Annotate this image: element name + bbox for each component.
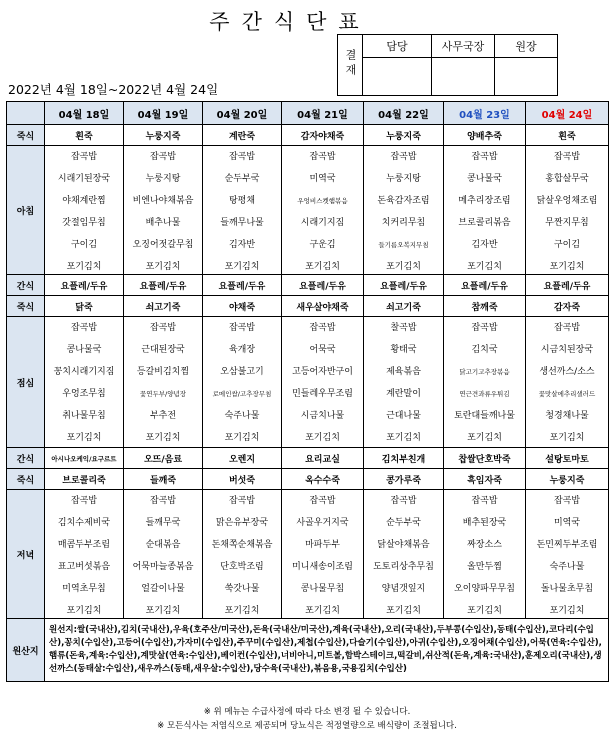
menu-item: 포기김치 — [305, 262, 340, 272]
porridge_noon-item: 감자죽 — [526, 296, 609, 317]
day-header-sunday: 04월 24일 — [526, 102, 609, 125]
menu-item: 잡곡밥 — [471, 323, 498, 333]
porridge_noon-item: 야채죽 — [203, 296, 282, 317]
porridge_pm-item: 버섯죽 — [203, 469, 282, 490]
menu-item: 들깨무국 — [145, 518, 181, 528]
menu-item: 김자반 — [228, 240, 256, 250]
snack_am-item: 요플레/두유 — [444, 275, 526, 296]
menu-item: 얼갈이나물 — [141, 584, 185, 594]
porridge_am-item: 흰죽 — [526, 125, 609, 146]
snack_pm-item: 아시나오케익/요구르트 — [45, 448, 124, 469]
approval-label: 결재 — [338, 35, 363, 96]
approval-role: 사무국장 — [432, 35, 495, 58]
menu-item: 브로콜리볶음 — [458, 218, 511, 228]
menu-period: 2022년 4월 18일~2022년 4월 24일 — [8, 82, 219, 97]
note-line: ※ 모든식사는 저염식으로 제공되며 당뇨식은 적정열량으로 배식량이 조절됩니다. — [157, 721, 457, 731]
snack_am-item: 요플레/두유 — [364, 275, 444, 296]
snack-pm-row — [7, 448, 609, 469]
menu-item: 야채계란찜 — [62, 196, 106, 206]
menu-item: 잡곡밥 — [70, 152, 98, 162]
snack_am-item: 요플레/두유 — [526, 275, 609, 296]
menu-item: 청경채나물 — [545, 411, 589, 421]
menu-item: 우엉비스켓햄볶음 — [297, 197, 348, 205]
menu-item: 잡곡밥 — [228, 496, 256, 506]
menu-item: 등갈비김치찜 — [136, 367, 190, 377]
porridge_pm-item: 들깨죽 — [124, 469, 203, 490]
menu-item: 콩나물국 — [467, 174, 502, 184]
menu-item: 잡곡밥 — [309, 323, 336, 333]
menu-item: 고등어자반구이 — [292, 367, 353, 377]
breakfast-day-cell — [526, 146, 609, 275]
menu-item: 포기김치 — [386, 262, 421, 272]
day-header: 04월 18일 — [45, 102, 124, 125]
menu-item: 짜장소스 — [467, 540, 502, 550]
menu-item: 시금치나물 — [300, 411, 345, 421]
lunch-day-cell — [444, 317, 526, 448]
menu-item: 쑥갓나물 — [224, 584, 260, 594]
menu-item: 비엔나야채볶음 — [132, 196, 194, 206]
snack_am-item: 요플레/두유 — [124, 275, 203, 296]
porridge_noon-item: 쇠고기죽 — [364, 296, 444, 317]
menu-item: 순두부국 — [224, 174, 260, 184]
menu-item: 구운김 — [309, 240, 336, 250]
menu-item: 잡곡밥 — [228, 323, 256, 333]
snack_pm-item: 찹쌀단호박죽 — [444, 448, 526, 469]
menu-item: 포기김치 — [386, 606, 421, 616]
footer-notes — [6, 705, 608, 733]
menu-item: 잡곡밥 — [149, 152, 177, 162]
approval-role: 원장 — [495, 35, 558, 58]
menu-item: 포기김치 — [145, 262, 181, 272]
dinner-row — [7, 490, 609, 619]
menu-item: 잡곡밥 — [228, 152, 256, 162]
menu-item: 시래기지짐 — [300, 218, 345, 228]
menu-item: 맑은유부장국 — [215, 518, 269, 528]
menu-item: 잡곡밥 — [553, 496, 581, 506]
porridge_pm-item: 콩가루죽 — [364, 469, 444, 490]
dinner-day-cell — [526, 490, 609, 619]
meal-label-lunch: 점심 — [7, 317, 45, 448]
menu-item: 올만두찜 — [467, 562, 502, 572]
menu-item: 순대볶음 — [145, 540, 181, 550]
porridge_am-item: 누룽지죽 — [364, 125, 444, 146]
breakfast-day-cell — [124, 146, 203, 275]
menu-item: 우엉조무침 — [62, 389, 106, 399]
dinner-day-cell — [124, 490, 203, 619]
snack_pm-item: 오뜨/음료 — [124, 448, 203, 469]
snack_pm-item: 설탕토마토 — [526, 448, 609, 469]
menu-item: 숙주나물 — [549, 562, 585, 572]
menu-item: 돈채쪽순채볶음 — [211, 540, 273, 550]
menu-item: 꽃연두부/양념장 — [139, 390, 187, 398]
menu-item: 찰곡밥 — [390, 323, 417, 333]
signature-box[interactable] — [363, 58, 432, 96]
menu-item: 생선까스/소스 — [539, 367, 595, 377]
breakfast-day-cell — [364, 146, 444, 275]
lunch-row — [7, 317, 609, 448]
signature-box[interactable] — [495, 58, 558, 96]
menu-item: 무짠지무침 — [545, 218, 589, 228]
menu-item: 꽁치시래기지짐 — [53, 367, 115, 377]
menu-item: 잡곡밥 — [149, 323, 177, 333]
menu-item: 김치수제비국 — [57, 518, 111, 528]
meal-label-porridge_pm: 죽식 — [7, 469, 45, 490]
menu-item: 포기김치 — [305, 606, 340, 616]
meal-label-origin: 원산지 — [7, 619, 45, 682]
menu-item: 숙주나물 — [224, 411, 260, 421]
menu-item: 포기김치 — [66, 606, 102, 616]
menu-item: 포기김치 — [305, 433, 340, 443]
menu-item: 꽃맛살에추리샐러드 — [538, 390, 596, 398]
menu-item: 오징어젓갈무침 — [132, 240, 194, 250]
menu-item: 육개장 — [228, 345, 256, 355]
note-line: ※ 위 메뉴는 수급사정에 따라 다소 변경 될 수 있습니다. — [203, 707, 411, 717]
meal-label-dinner: 저녁 — [7, 490, 45, 619]
menu-item: 김자반 — [471, 240, 498, 250]
menu-item: 닭살야채볶음 — [377, 540, 430, 550]
dinner-day-cell — [444, 490, 526, 619]
origin-row — [7, 619, 609, 682]
menu-item: 사골우거지국 — [296, 518, 349, 528]
porridge-noon-row — [7, 296, 609, 317]
menu-item: 시래기된장국 — [57, 174, 111, 184]
breakfast-day-cell — [282, 146, 364, 275]
menu-item: 토란대들깨나물 — [454, 411, 515, 421]
porridge_noon-item: 쇠고기죽 — [124, 296, 203, 317]
lunch-day-cell — [526, 317, 609, 448]
menu-item: 잡곡밥 — [390, 152, 417, 162]
lunch-day-cell — [364, 317, 444, 448]
menu-item: 돈육감자조림 — [377, 196, 430, 206]
menu-item: 메추리장조림 — [458, 196, 511, 206]
menu-item: 포기김치 — [66, 433, 102, 443]
porridge_pm-item: 브로콜리죽 — [45, 469, 124, 490]
porridge_am-item: 양배추죽 — [444, 125, 526, 146]
menu-item: 잡곡밥 — [70, 323, 98, 333]
menu-item: 포기김치 — [224, 606, 260, 616]
meal-label-porridge_am: 죽식 — [7, 125, 45, 146]
snack_pm-item: 요리교실 — [282, 448, 364, 469]
menu-item: 연근견과류우튀김 — [459, 390, 510, 398]
meal-label-snack_am: 간식 — [7, 275, 45, 296]
day-header-saturday: 04월 23일 — [444, 102, 526, 125]
menu-item: 탕평채 — [228, 196, 256, 206]
snack_pm-item: 김치부친개 — [364, 448, 444, 469]
menu-item: 오이양파무무침 — [454, 584, 515, 594]
meal-label-porridge_noon: 죽식 — [7, 296, 45, 317]
lunch-day-cell — [282, 317, 364, 448]
menu-item: 미역국 — [553, 518, 581, 528]
meal-label-snack_pm: 간식 — [7, 448, 45, 469]
menu-item: 순두부국 — [386, 518, 421, 528]
breakfast-day-cell — [45, 146, 124, 275]
dinner-day-cell — [282, 490, 364, 619]
menu-item: 계란말이 — [386, 389, 421, 399]
snack_pm-item: 오렌지 — [203, 448, 282, 469]
page-title: 주간식단표 — [209, 10, 371, 34]
menu-item: 잡곡밥 — [70, 496, 98, 506]
day-header: 04월 22일 — [364, 102, 444, 125]
menu-item: 포기김치 — [467, 262, 502, 272]
menu-item: 포기김치 — [467, 433, 502, 443]
porridge_am-item: 감자야채죽 — [282, 125, 364, 146]
menu-item: 잡곡밥 — [471, 152, 498, 162]
menu-item: 어묵마늘종볶음 — [132, 562, 194, 572]
porridge_noon-item: 닭죽 — [45, 296, 124, 317]
meal-label-breakfast: 아침 — [7, 146, 45, 275]
menu-item: 배추나물 — [145, 218, 181, 228]
menu-item: 들기름오복지무침 — [378, 241, 429, 249]
approval-role: 담당 — [363, 35, 432, 58]
menu-item: 미니새송이조림 — [292, 562, 353, 572]
snack_am-item: 요플레/두유 — [45, 275, 124, 296]
menu-item: 콩나물국 — [66, 345, 102, 355]
day-header: 04월 19일 — [124, 102, 203, 125]
dinner-day-cell — [364, 490, 444, 619]
menu-item: 제육볶음 — [386, 367, 421, 377]
menu-item: 도토리상추무침 — [373, 562, 434, 572]
porridge_am-item: 누룽지죽 — [124, 125, 203, 146]
menu-item: 포기김치 — [145, 606, 181, 616]
menu-item: 구이김 — [70, 240, 98, 250]
menu-item: 단호박조림 — [220, 562, 264, 572]
menu-item: 포기김치 — [467, 606, 502, 616]
porridge_pm-item: 누룽지죽 — [526, 469, 609, 490]
menu-item: 민들레우무조림 — [292, 389, 353, 399]
menu-item: 부추전 — [149, 411, 177, 421]
menu-item: 누룽지탕 — [145, 174, 181, 184]
snack-am-row — [7, 275, 609, 296]
breakfast-day-cell — [203, 146, 282, 275]
porridge-pm-row — [7, 469, 609, 490]
menu-item: 들깨무나물 — [220, 218, 264, 228]
menu-item: 돌나물초무침 — [540, 584, 594, 594]
menu-item: 홍합살무국 — [545, 174, 589, 184]
porridge_noon-item: 참깨죽 — [444, 296, 526, 317]
porridge_pm-item: 흑임자죽 — [444, 469, 526, 490]
porridge_noon-item: 새우살야채죽 — [282, 296, 364, 317]
approval-box — [337, 34, 558, 96]
menu-item: 미역국 — [309, 174, 336, 184]
menu-item: 마파두부 — [305, 540, 340, 550]
menu-item: 근대나물 — [386, 411, 421, 421]
menu-item: 포기김치 — [224, 433, 260, 443]
origin-info: 원선지:쌀(국내산),김치(국내산),우육(호주산/미국산),돈육(국내산/미국산),계육(국내산),오리(국내산),두부콩(수입산),동태(수입산),코다리(수입산),꽁치(수입산),고등어(수입산),가자미(수입산),주꾸미(수입산),제첩(수입산),다슬기(수입산),아귀(수입산),오징어채(수입산),어묵(연육:수입산),햄류(돈육,계육:수입산),계맛살(연육:수입산),베이컨(수입산),너비아니,미트볼,함박스테이크,떡갈비,쉬산적(돈육,계육:국내산),훈제오리(국내산),생선까스(동태살:수입산),새우까스(동태,새우살:수입산),당수육(국내산),볶음용,국용김치(수입산) — [45, 619, 609, 682]
porridge_am-item: 계란죽 — [203, 125, 282, 146]
menu-item: 포기김치 — [145, 433, 181, 443]
signature-box[interactable] — [432, 58, 495, 96]
lunch-day-cell — [45, 317, 124, 448]
menu-item: 치커리무침 — [381, 218, 426, 228]
menu-item: 양념갯잎지 — [381, 584, 426, 594]
menu-item: 잡곡밥 — [553, 323, 581, 333]
menu-item: 돈민찌두부조림 — [536, 540, 598, 550]
weekly-menu-table — [6, 101, 609, 682]
menu-item: 포기김치 — [386, 433, 421, 443]
menu-item: 잡곡밥 — [309, 496, 336, 506]
menu-item: 잡곡밥 — [309, 152, 336, 162]
corner-cell — [7, 102, 45, 125]
menu-item: 포기김치 — [549, 606, 585, 616]
menu-item: 오삼불고기 — [220, 367, 264, 377]
menu-item: 닭고기고추장볶음 — [459, 368, 510, 376]
menu-item: 황태국 — [390, 345, 417, 355]
porridge_pm-item: 옥수수죽 — [282, 469, 364, 490]
menu-item: 김치국 — [471, 345, 498, 355]
day-header: 04월 20일 — [203, 102, 282, 125]
lunch-day-cell — [124, 317, 203, 448]
menu-item: 어묵국 — [309, 345, 336, 355]
menu-item: 포기김치 — [549, 262, 585, 272]
menu-item: 표고버섯볶음 — [57, 562, 111, 572]
header-row — [7, 102, 609, 125]
menu-item: 콩나물무침 — [300, 584, 345, 594]
menu-item: 취나물무침 — [62, 411, 106, 421]
snack_am-item: 요플레/두유 — [203, 275, 282, 296]
breakfast-row — [7, 146, 609, 275]
menu-item: 잡곡밥 — [471, 496, 498, 506]
snack_am-item: 요플레/두유 — [282, 275, 364, 296]
porridge-am-row — [7, 125, 609, 146]
menu-item: 구이김 — [553, 240, 581, 250]
menu-item: 매콤두부조림 — [57, 540, 111, 550]
menu-item: 근대된장국 — [141, 345, 185, 355]
menu-item: 시금치된장국 — [540, 345, 594, 355]
menu-item: 배추된장국 — [462, 518, 507, 528]
menu-item: 잡곡밥 — [149, 496, 177, 506]
porridge_am-item: 흰죽 — [45, 125, 124, 146]
menu-item: 누룽지탕 — [386, 174, 421, 184]
menu-item: 닭살우엉채조림 — [536, 196, 598, 206]
menu-item: 포기김치 — [66, 262, 102, 272]
menu-item: 갓절임무침 — [62, 218, 106, 228]
menu-item: 로메인쌈/고추장무침 — [212, 390, 272, 398]
menu-item: 잡곡밥 — [553, 152, 581, 162]
dinner-day-cell — [203, 490, 282, 619]
menu-item: 포기김치 — [224, 262, 260, 272]
breakfast-day-cell — [444, 146, 526, 275]
menu-item: 포기김치 — [549, 433, 585, 443]
day-header: 04월 21일 — [282, 102, 364, 125]
dinner-day-cell — [45, 490, 124, 619]
menu-item: 잡곡밥 — [390, 496, 417, 506]
lunch-day-cell — [203, 317, 282, 448]
menu-item: 미역초무침 — [62, 584, 106, 594]
